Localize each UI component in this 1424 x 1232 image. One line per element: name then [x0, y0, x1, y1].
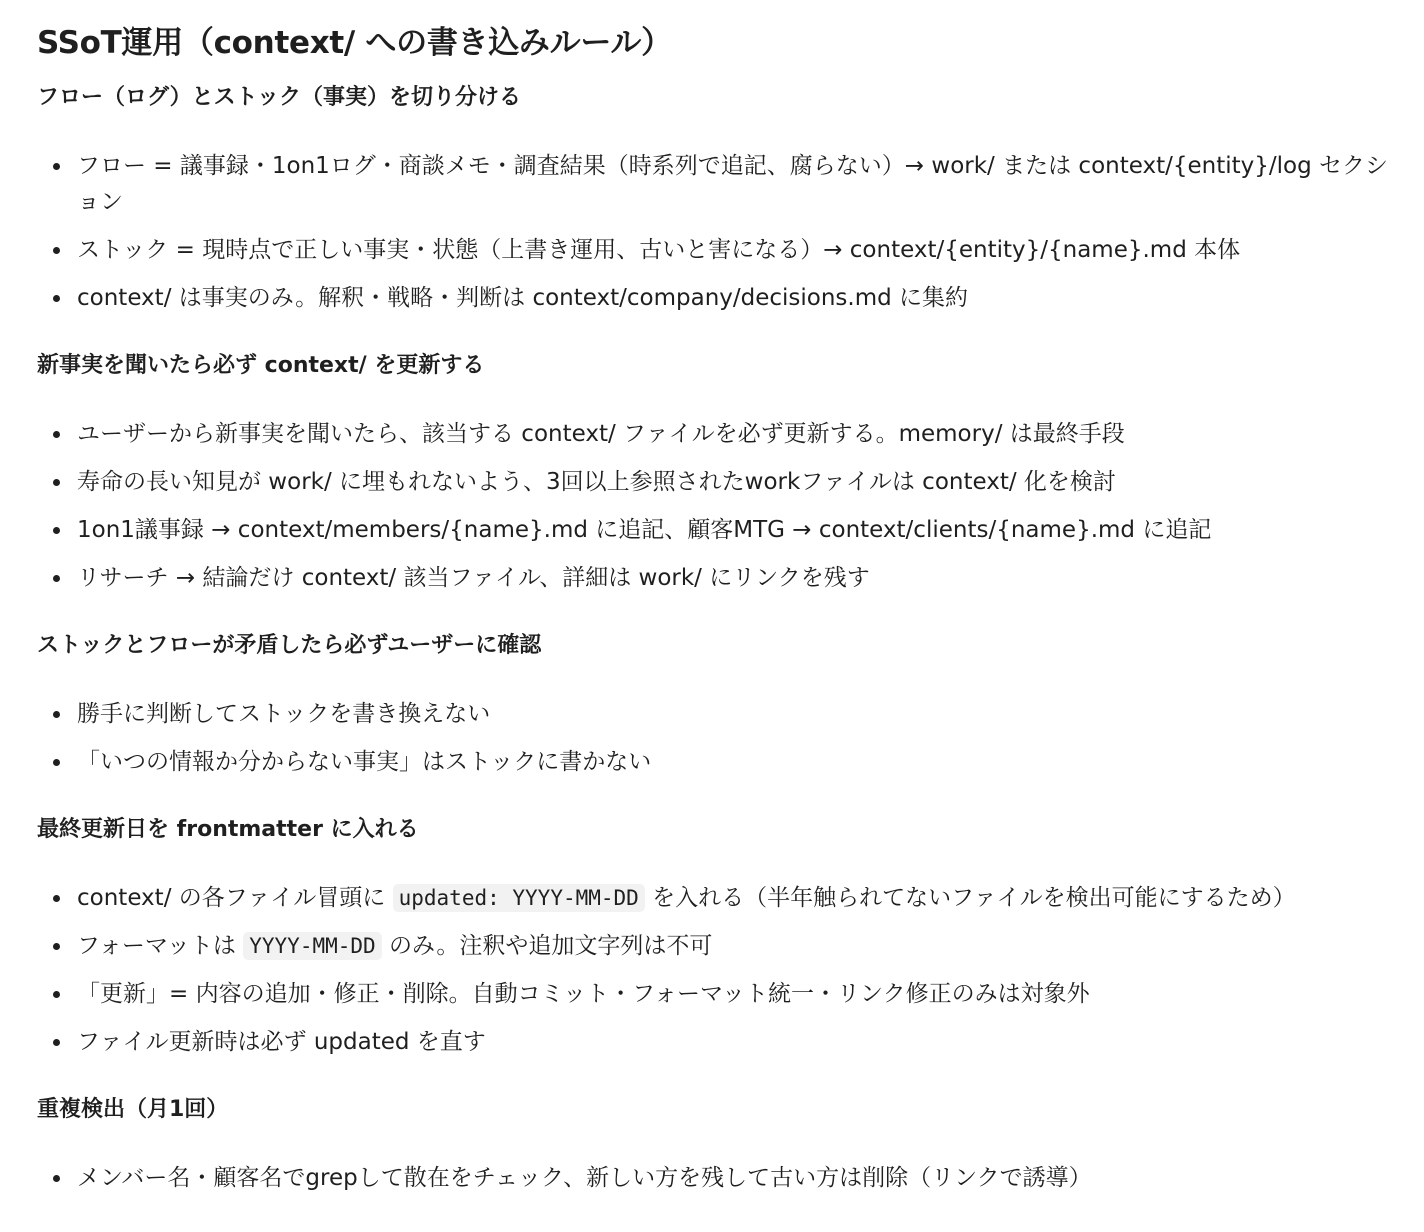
inline-code: updated: YYYY-MM-DD: [393, 884, 645, 912]
list-item-text-after: を入れる（半年触られてないファイルを検出可能にするため）: [644, 885, 1296, 911]
bullet-icon: [53, 247, 60, 254]
list-item-text: リサーチ → 結論だけ context/ 該当ファイル、詳細は work/ にリンクを残す: [77, 565, 870, 591]
section-heading-duplicate-detection: 重複検出（月1回）: [37, 1097, 229, 1122]
list-item: [0, 280, 1424, 316]
section-heading-frontmatter: 最終更新日を frontmatter に入れる: [37, 817, 419, 842]
bullet-icon: [53, 1039, 60, 1046]
bullet-icon: [53, 479, 60, 486]
list-item-text: context/ は事実のみ。解釈・戦略・判断は context/company/decisions.md に集約: [77, 285, 969, 311]
list-item-text: 勝手に判断してストックを書き換えない: [77, 701, 491, 727]
section-list-duplicate-detection: [0, 1160, 1424, 1208]
list-item-text: メンバー名・顧客名でgrepして散在をチェック、新しい方を残して古い方は削除（リンクで誘導）: [77, 1165, 1092, 1191]
list-item: [0, 744, 1424, 780]
inline-code: YYYY-MM-DD: [243, 932, 381, 960]
list-item: [0, 976, 1424, 1012]
bullet-icon: [53, 1175, 60, 1182]
list-item: [0, 512, 1424, 548]
list-item: [0, 560, 1424, 596]
section-heading-flow-stock: フロー（ログ）とストック（事実）を切り分ける: [37, 85, 522, 110]
list-item-text-before: フォーマットは: [77, 933, 244, 959]
list-item-text: 「いつの情報か分からない事実」はストックに書かない: [77, 749, 652, 775]
bullet-icon: [53, 711, 60, 718]
list-item: [0, 880, 1424, 916]
list-item-text: 1on1議事録 → context/members/{name}.md に追記、顧客MTG → context/clients/{name}.md に追記: [77, 517, 1212, 543]
list-item-text-after: のみ。注釈や追加文字列は不可: [381, 933, 713, 959]
list-item: [0, 416, 1424, 452]
list-item-text: フロー = 議事録・1on1ログ・商談メモ・調査結果（時系列で追記、腐らない）→ work/ または context/{entity}/log セクション: [77, 153, 1389, 215]
section-list-update-context: [0, 416, 1424, 608]
list-item-text: 「更新」= 内容の追加・修正・削除。自動コミット・フォーマット統一・リンク修正のみは対象外: [77, 981, 1090, 1007]
section-list-flow-stock: [0, 148, 1424, 328]
bullet-icon: [53, 163, 60, 170]
section-list-contradiction: [0, 696, 1424, 792]
bullet-icon: [53, 575, 60, 582]
section-heading-contradiction: ストックとフローが矛盾したら必ずユーザーに確認: [37, 633, 542, 658]
page-title: SSoT運用（context/ への書き込みルール）: [37, 25, 672, 61]
list-item: [0, 148, 1424, 220]
list-item-text: ストック = 現時点で正しい事実・状態（上書き運用、古いと害になる）→ context/{entity}/{name}.md 本体: [77, 237, 1241, 263]
bullet-icon: [53, 431, 60, 438]
list-item: [0, 1024, 1424, 1060]
list-item: [0, 1160, 1424, 1196]
section-list-frontmatter: [0, 880, 1424, 1072]
bullet-icon: [53, 991, 60, 998]
bullet-icon: [53, 527, 60, 534]
section-heading-update-context: 新事実を聞いたら必ず context/ を更新する: [37, 353, 485, 378]
list-item-text-before: context/ の各ファイル冒頭に: [77, 885, 393, 911]
list-item-text: ファイル更新時は必ず updated を直す: [77, 1029, 486, 1055]
list-item-text: ユーザーから新事実を聞いたら、該当する context/ ファイルを必ず更新する。memory/ は最終手段: [77, 421, 1125, 447]
list-item: [0, 928, 1424, 964]
list-item: [0, 232, 1424, 268]
bullet-icon: [53, 895, 60, 902]
list-item: [0, 464, 1424, 500]
bullet-icon: [53, 943, 60, 950]
list-item: [0, 696, 1424, 732]
bullet-icon: [53, 295, 60, 302]
bullet-icon: [53, 759, 60, 766]
list-item-text: 寿命の長い知見が work/ に埋もれないよう、3回以上参照されたworkファイルは context/ 化を検討: [77, 469, 1116, 495]
